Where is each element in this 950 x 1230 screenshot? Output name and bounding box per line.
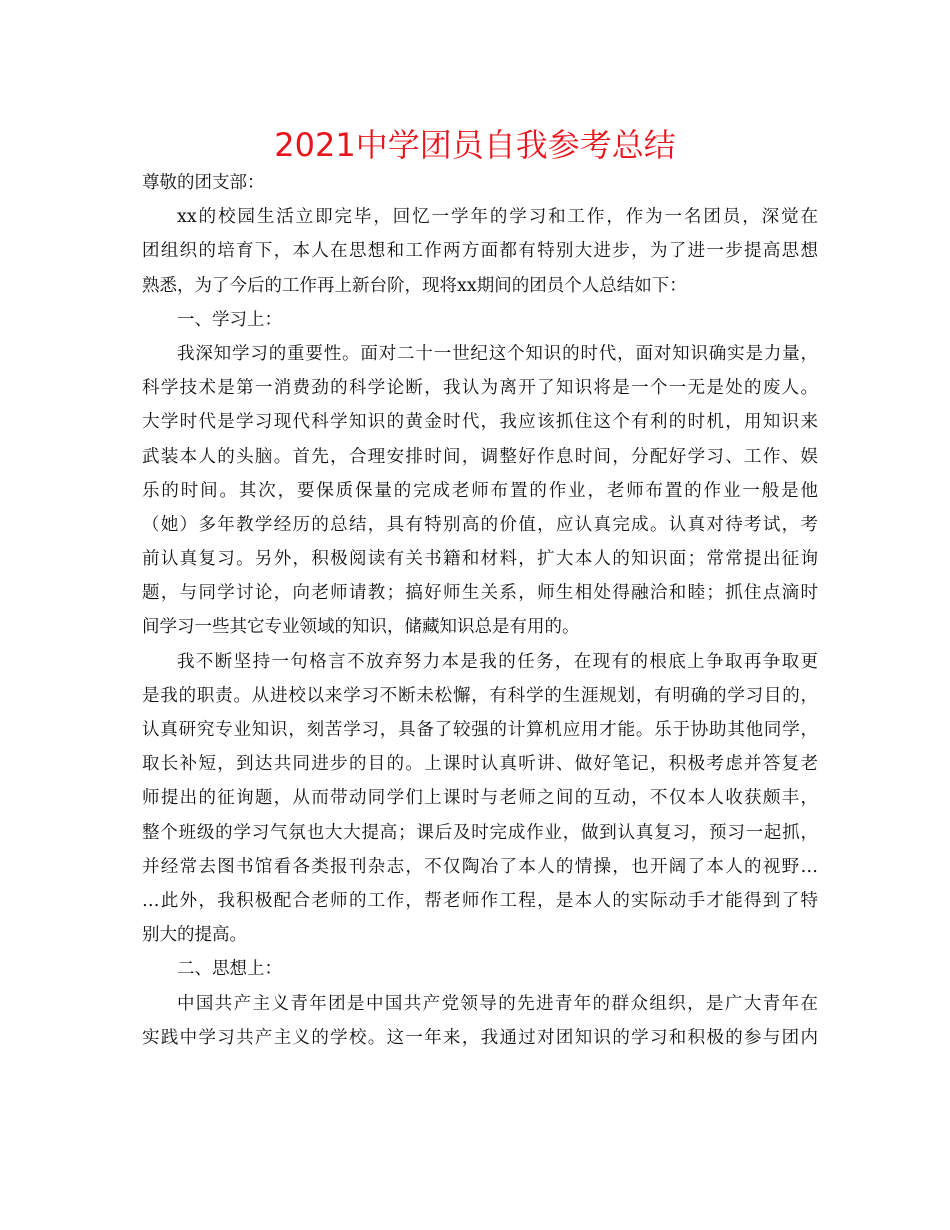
text-line: 尊敬的团支部： — [142, 173, 265, 193]
text-line: 是我的职责。从进校以来学习不断未松懈，有科学的生涯规划，有明确的学习目的， — [142, 685, 818, 706]
text-line: 别大的提高。 — [142, 925, 247, 946]
text-line: 认真研究专业知识，刻苦学习，具备了较强的计算机应用才能。乐于协助其他同学， — [142, 720, 818, 740]
text-line: 前认真复习。另外，积极阅读有关书籍和材料，扩大本人的知识面；常常提出征询 — [142, 549, 818, 570]
text-line: 二、思想上： — [177, 959, 282, 980]
text-line: 武装本人的头脑。首先，合理安排时间，调整好作息时间，分配好学习、工作、娱 — [142, 446, 818, 467]
text-line: 师提出的征询题，从而带动同学们上课时与老师之间的互动，不仅本人收获颇丰， — [142, 788, 818, 809]
text-line: 间学习一些其它专业领域的知识，储藏知识总是有用的。 — [142, 617, 580, 638]
text-line: 整个班级的学习气氛也大大提高；课后及时完成作业，做到认真复习，预习一起抓， — [142, 822, 818, 843]
text-line: 中国共产主义青年团是中国共产党领导的先进青年的群众组织，是广大青年在 — [177, 993, 818, 1014]
text-line: 题，与同学讨论，向老师请教；搞好师生关系，师生相处得融洽和睦；抓住点滴时 — [142, 583, 818, 604]
text-line: 熟悉，为了今后的工作再上新台阶，现将xx期间的团员个人总结如下： — [142, 275, 687, 296]
text-line: 并经常去图书馆看各类报刊杂志，不仅陶冶了本人的情操，也开阔了本人的视野… — [142, 856, 818, 877]
text-line: …此外，我积极配合老师的工作，帮老师作工程，是本人的实际动手才能得到了特 — [142, 890, 818, 911]
text-line: 一、学习上： — [177, 309, 282, 330]
text-line: （她）多年教学经历的总结，具有特别高的价值，应认真完成。认真对待考试，考 — [142, 514, 818, 535]
text-line: 我不断坚持一句格言不放弃努力本是我的任务，在现有的根底上争取再争取更 — [177, 651, 818, 672]
document-title: 2021中学团员自我参考总结 — [274, 126, 676, 164]
text-line: xx的校园生活立即完毕，回忆一学年的学习和工作，作为一名团员，深觉在 — [177, 207, 818, 228]
text-line: 乐的时间。其次，要保质保量的完成老师布置的作业，老师布置的作业一般是他 — [142, 480, 818, 501]
text-line: 团组织的培育下，本人在思想和工作两方面都有特别大进步，为了进一步提高思想 — [142, 241, 818, 262]
text-line: 实践中学习共产主义的学校。这一年来，我通过对团知识的学习和积极的参与团内 — [142, 1027, 818, 1048]
document-body — [142, 166, 818, 1055]
text-line: 科学技术是第一消费劲的科学论断，我认为离开了知识将是一个一无是处的废人。 — [142, 378, 818, 399]
text-line: 我深知学习的重要性。面对二十一世纪这个知识的时代，面对知识确实是力量， — [177, 343, 818, 364]
text-line: 取长补短，到达共同进步的目的。上课时认真听讲、做好笔记，积极考虑并答复老 — [142, 754, 818, 775]
text-line: 大学时代是学习现代科学知识的黄金时代，我应该抓住这个有利的时机，用知识来 — [142, 412, 818, 433]
